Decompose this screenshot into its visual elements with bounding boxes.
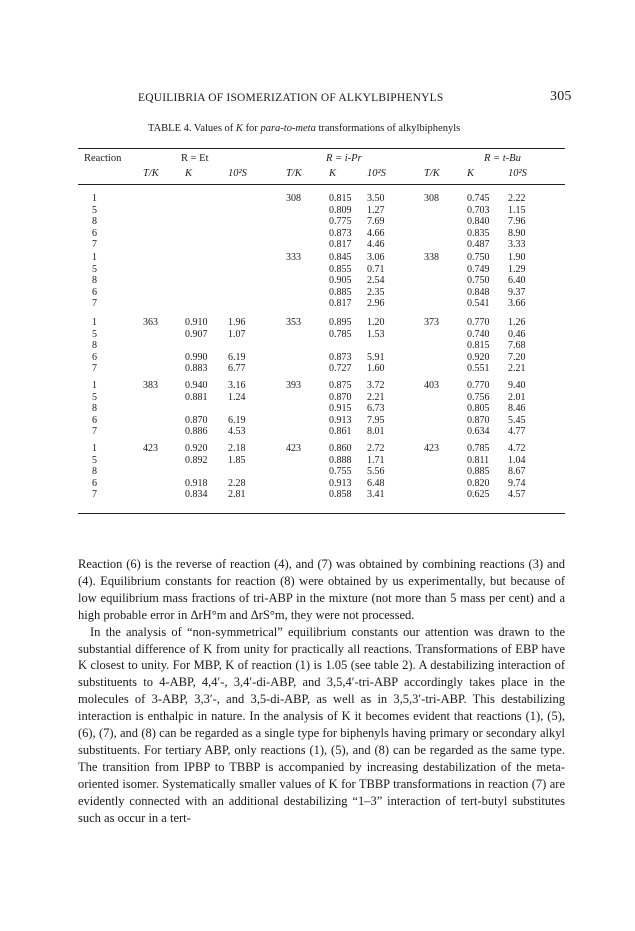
table-cell: 0.873 [329, 351, 352, 363]
table-cell: 6.77 [228, 363, 246, 375]
reaction-number: 1 [92, 252, 97, 263]
table-cell: 393 [286, 380, 301, 391]
table-cell: 0.770 [467, 380, 490, 391]
table-cell: 0.940 [185, 380, 208, 391]
reaction-number: 7 [92, 239, 97, 251]
table-cell: 333 [286, 252, 301, 263]
table-cell: 0.870 [329, 391, 352, 403]
reaction-number: 1 [92, 380, 97, 391]
table-cell: 2.54 [367, 275, 385, 287]
subheader-t: T/K [286, 168, 302, 179]
table-cell: 1.96 [228, 317, 246, 328]
table-cell: 1.53 [367, 328, 385, 340]
subheader-s: 10²S [367, 168, 386, 179]
reaction-number: 7 [92, 298, 97, 310]
table-cell: 5.56 [367, 466, 385, 478]
subheader-s: 10²S [508, 168, 527, 179]
reaction-number: 8 [92, 216, 97, 228]
table-cell: 8.90 [508, 227, 526, 239]
table-cell: 1.20 [367, 317, 385, 328]
reaction-number: 8 [92, 275, 97, 287]
table-cell: 2.18 [228, 443, 246, 454]
table-cell: 0.815 [329, 193, 352, 204]
reaction-number: 6 [92, 351, 97, 363]
table-cell: 0.703 [467, 204, 490, 216]
table-cell: 6.48 [367, 477, 385, 489]
table-cell: 1.29 [508, 263, 526, 275]
table-cell: 4.57 [508, 489, 526, 501]
table-cell: 0.817 [329, 298, 352, 310]
reaction-number: 7 [92, 363, 97, 375]
table-cell: 0.551 [467, 363, 490, 375]
table-cell: 0.740 [467, 328, 490, 340]
table-cell: 0.809 [329, 204, 352, 216]
table-cell: 0.785 [329, 328, 352, 340]
table-cell: 3.66 [508, 298, 526, 310]
paragraph-2: In the analysis of “non-symmetrical” equilibrium constants our attention was drawn to the substantial difference of K from unity for practically all reactions. Transformations of EBP have K closest to unity. For MBP, K of reaction (1) is 1.05 (see table 2). A destabilizing interaction of substituents to 4-ABP, 4,4′-, 3,4′-di-ABP, and 3,5,4′-tri-ABP accordingly takes place in the molecules of 3-ABP, 3,3′-, and 3,5-di-ABP, as well as in 3,5,3′-tri-ABP. This destabilizing interaction is enthalpic in nature. In the analysis of K it becomes evident that reactions (1), (5), (6), (7), and (8) can be regarded as a single type for biphenyls having primary or secondary alkyl substituents. For tertiary ABP, only reactions (1), (5), and (8) can be regarded as the same type. The transition from IPBP to TBBP is accompanied by increasing destabilization of the meta-oriented isomer. Systematically smaller values of K for TBBP transformations in reaction (7) are evidently connected with an additional destabilizing “1–3” interaction of tert-butyl substitutes such as occur in a tert- [78, 624, 565, 825]
table-cell: 0.920 [185, 443, 208, 454]
table-cell: 7.20 [508, 351, 526, 363]
reaction-number: 5 [92, 263, 97, 275]
table-cell: 383 [143, 380, 158, 391]
table-cell: 0.834 [185, 489, 208, 501]
reaction-number: 5 [92, 328, 97, 340]
table-cell: 0.907 [185, 328, 208, 340]
reaction-number: 8 [92, 403, 97, 415]
table-cell: 0.858 [329, 489, 352, 501]
subheader-k: K [185, 168, 193, 179]
table-cell: 0.817 [329, 239, 352, 251]
table-cell: 8.46 [508, 403, 526, 415]
subheader-k: K [329, 168, 337, 179]
reaction-number: 1 [92, 317, 97, 328]
table-cell: 0.745 [467, 193, 490, 204]
table-cell: 373 [424, 317, 439, 328]
table-cell: 9.74 [508, 477, 526, 489]
table-cell: 0.860 [329, 443, 352, 454]
table-cell: 5.45 [508, 414, 526, 426]
table-cell: 2.21 [367, 391, 385, 403]
table-cell: 0.990 [185, 351, 208, 363]
table-cell: 0.848 [467, 286, 490, 298]
table-cell: 0.885 [329, 286, 352, 298]
table-cell: 7.69 [367, 216, 385, 228]
table-cell: 6.73 [367, 403, 385, 415]
reaction-number: 6 [92, 477, 97, 489]
caption-mid: for [242, 123, 261, 134]
reaction-number: 8 [92, 340, 97, 352]
table-cell: 423 [143, 443, 158, 454]
table-cell: 3.16 [228, 380, 246, 391]
table-cell: 2.28 [228, 477, 246, 489]
reaction-number: 5 [92, 204, 97, 216]
caption-k: K [235, 123, 243, 134]
table-cell: 1.85 [228, 454, 246, 466]
table-cell: 0.885 [467, 466, 490, 478]
table-cell: 0.487 [467, 239, 490, 251]
reaction-number: 5 [92, 454, 97, 466]
reaction-number: 7 [92, 489, 97, 501]
table-cell: 0.815 [467, 340, 490, 352]
table-cell: 308 [286, 193, 301, 204]
table-cell: 0.892 [185, 454, 208, 466]
table-caption [148, 123, 460, 134]
table-cell: 9.40 [508, 380, 526, 391]
table-cell: 353 [286, 317, 301, 328]
reaction-number: 6 [92, 414, 97, 426]
table-cell: 0.883 [185, 363, 208, 375]
table-cell: 0.881 [185, 391, 208, 403]
table-cell: 1.60 [367, 363, 385, 375]
table-cell: 4.72 [508, 443, 526, 454]
table-cell: 0.756 [467, 391, 490, 403]
reaction-number: 7 [92, 426, 97, 438]
table-cell: 5.91 [367, 351, 385, 363]
table-cell: 1.24 [228, 391, 246, 403]
table-cell: 1.26 [508, 317, 526, 328]
table-cell: 0.625 [467, 489, 490, 501]
table-cell: 0.770 [467, 317, 490, 328]
header-group-et: R = Et [181, 153, 209, 164]
caption-prefix: TABLE 4. Values of [148, 123, 236, 134]
table-cell: 308 [424, 193, 439, 204]
table-cell: 1.90 [508, 252, 526, 263]
table-header-rule [78, 184, 565, 185]
caption-suffix: transformations of alkylbiphenyls [315, 123, 461, 134]
table-cell: 0.915 [329, 403, 352, 415]
table-cell: 4.46 [367, 239, 385, 251]
table-cell: 7.96 [508, 216, 526, 228]
table-cell: 1.07 [228, 328, 246, 340]
table-cell: 4.77 [508, 426, 526, 438]
table-cell: 0.805 [467, 403, 490, 415]
page-number: 305 [550, 89, 572, 104]
table-cell: 3.33 [508, 239, 526, 251]
table-cell: 0.727 [329, 363, 352, 375]
reaction-number: 1 [92, 443, 97, 454]
reaction-number: 5 [92, 391, 97, 403]
table-cell: 0.750 [467, 252, 490, 263]
header-group-tbu: R = t-Bu [484, 153, 521, 164]
table-cell: 0.820 [467, 477, 490, 489]
table-cell: 0.913 [329, 477, 352, 489]
table-cell: 3.41 [367, 489, 385, 501]
paragraph-1: Reaction (6) is the reverse of reaction (4), and (7) was obtained by combining reactions (3) and (4). Equilibrium constants for reaction (8) were obtained by us experimentally, but because of low equilibrium mass fractions of tri-ABP in the mixture (not more than 5 mass per cent) and a high probable error in ΔrH°m and ΔrS°m, they were not processed. [78, 557, 565, 622]
table-cell: 1.04 [508, 454, 526, 466]
table-cell: 3.50 [367, 193, 385, 204]
table-cell: 3.72 [367, 380, 385, 391]
table-cell: 0.920 [467, 351, 490, 363]
table-cell: 0.755 [329, 466, 352, 478]
subheader-t: T/K [424, 168, 440, 179]
table-cell: 0.845 [329, 252, 352, 263]
table-cell: 338 [424, 252, 439, 263]
table-cell: 4.66 [367, 227, 385, 239]
table-cell: 0.811 [467, 454, 490, 466]
table-cell: 0.750 [467, 275, 490, 287]
table-cell: 0.913 [329, 414, 352, 426]
table-cell: 0.785 [467, 443, 490, 454]
table-cell: 8.67 [508, 466, 526, 478]
header-group-ipr: R = i-Pr [326, 153, 362, 164]
table-bottom-rule [78, 513, 565, 514]
table-cell: 0.541 [467, 298, 490, 310]
subheader-k: K [467, 168, 475, 179]
table-cell: 0.905 [329, 275, 352, 287]
running-head-title: EQUILIBRIA OF ISOMERIZATION OF ALKYLBIPHENYLS [138, 92, 444, 104]
table-cell: 3.06 [367, 252, 385, 263]
reaction-number: 6 [92, 286, 97, 298]
table-cell: 0.870 [467, 414, 490, 426]
table-cell: 2.21 [508, 363, 526, 375]
table-cell: 4.53 [228, 426, 246, 438]
table-cell: 0.71 [367, 263, 385, 275]
reaction-number: 8 [92, 466, 97, 478]
table-cell: 8.01 [367, 426, 385, 438]
caption-para-meta: para-to-meta [260, 123, 316, 134]
table-top-rule [78, 148, 565, 149]
table-cell: 6.19 [228, 414, 246, 426]
reaction-number: 1 [92, 193, 97, 204]
subheader-t: T/K [143, 168, 159, 179]
table-cell: 2.01 [508, 391, 526, 403]
table-cell: 2.96 [367, 298, 385, 310]
table-cell: 0.886 [185, 426, 208, 438]
table-cell: 6.40 [508, 275, 526, 287]
table-cell: 6.19 [228, 351, 246, 363]
table-cell: 0.634 [467, 426, 490, 438]
table-cell: 363 [143, 317, 158, 328]
table-cell: 423 [286, 443, 301, 454]
table-cell: 0.910 [185, 317, 208, 328]
table-cell: 7.68 [508, 340, 526, 352]
table-cell: 0.855 [329, 263, 352, 275]
table-cell: 0.875 [329, 380, 352, 391]
table-cell: 1.15 [508, 204, 526, 216]
table-cell: 0.835 [467, 227, 490, 239]
table-cell: 423 [424, 443, 439, 454]
header-reaction: Reaction [84, 153, 122, 164]
table-cell: 0.888 [329, 454, 352, 466]
table-cell: 1.27 [367, 204, 385, 216]
table-cell: 0.873 [329, 227, 352, 239]
table-cell: 2.72 [367, 443, 385, 454]
table-cell: 0.870 [185, 414, 208, 426]
body-text [78, 556, 565, 827]
table-cell: 1.71 [367, 454, 385, 466]
table-cell: 2.81 [228, 489, 246, 501]
reaction-number: 6 [92, 227, 97, 239]
table-cell: 0.861 [329, 426, 352, 438]
table-cell: 0.918 [185, 477, 208, 489]
table-cell: 7.95 [367, 414, 385, 426]
table-cell: 0.840 [467, 216, 490, 228]
table-cell: 403 [424, 380, 439, 391]
table-cell: 9.37 [508, 286, 526, 298]
table-cell: 0.749 [467, 263, 490, 275]
table-cell: 2.35 [367, 286, 385, 298]
table-cell: 0.775 [329, 216, 352, 228]
table-cell: 0.46 [508, 328, 526, 340]
table-cell: 0.895 [329, 317, 352, 328]
subheader-s: 10²S [228, 168, 247, 179]
table-cell: 2.22 [508, 193, 526, 204]
